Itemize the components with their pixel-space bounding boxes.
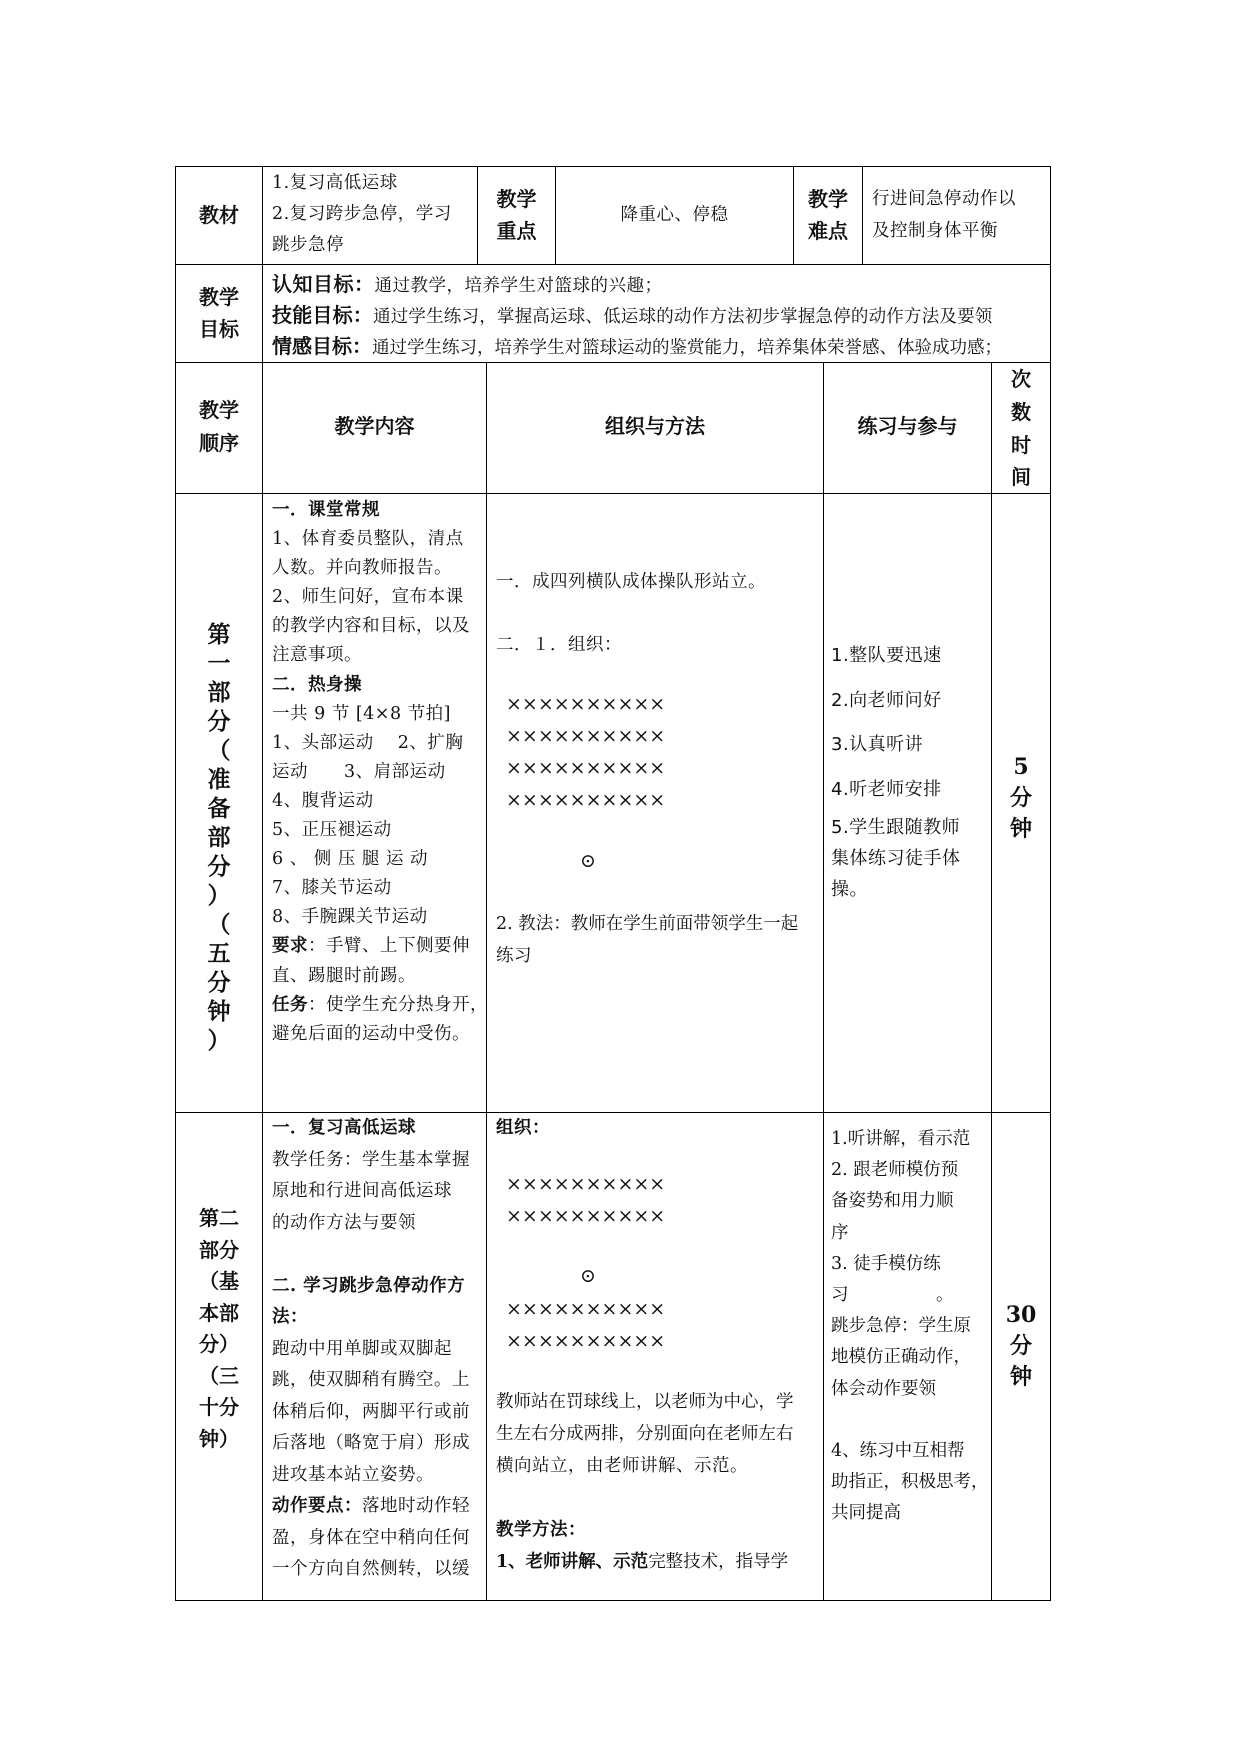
key-point-label-2: 重点 xyxy=(496,219,537,243)
part2-practice-line: 共同提高 xyxy=(831,1503,901,1524)
part1-content-line-text: 7、膝关节运动 xyxy=(272,878,392,899)
part2-time-char: 分 xyxy=(1009,1333,1032,1359)
part1-content-line-bold: 二．热身操 xyxy=(272,674,362,695)
goal-skill-text: 通过学生练习，掌握高运球、低运球的动作方法初步掌握急停的动作方法及要领 xyxy=(373,307,993,327)
part2-time xyxy=(992,1300,1050,1393)
part2-practice-line: 习 。 xyxy=(831,1284,954,1305)
part2-content-line-text: 落地时动作轻 xyxy=(362,1496,470,1516)
part2-practice-line: 助指正，积极思考， xyxy=(831,1472,989,1493)
goal-affective xyxy=(272,330,1002,363)
part1-section-char: 分 xyxy=(207,853,231,880)
part2-content-line-text: 体稍后仰，两脚平行或前 xyxy=(272,1401,470,1422)
part2-formation-row-1: ×××××××××× xyxy=(506,1173,666,1195)
col-time-3: 时 xyxy=(1011,433,1031,457)
part2-teacher-marker: ⊙ xyxy=(580,1265,596,1287)
part2-content-line-text: 一个方向自然侧转，以缓 xyxy=(272,1559,470,1579)
part1-content-line-text: 注意事项。 xyxy=(272,645,362,666)
part2-section-line: 本部 xyxy=(199,1300,239,1325)
part1-section-char: 分 xyxy=(207,708,231,735)
part1-method-line2: 二．１．组织： xyxy=(496,635,622,655)
part2-content-line xyxy=(272,1554,480,1586)
part2-content-line-text: 盈，身体在空中稍向任何 xyxy=(272,1527,470,1548)
part2-method-label: 教学方法： xyxy=(496,1520,586,1540)
part1-practice-line: 4.听老师安排 xyxy=(831,778,942,800)
part1-content-line-text: 4、腹背运动 xyxy=(272,790,374,811)
goal-cognitive xyxy=(272,268,663,301)
part1-formation-row-4: ×××××××××× xyxy=(506,789,666,811)
part1-formation-row-1: ×××××××××× xyxy=(506,693,666,715)
part2-content-line xyxy=(272,1271,480,1303)
part2-practice xyxy=(831,1124,991,1529)
part1-content-line xyxy=(272,816,480,845)
material-line-3: 跳步急停 xyxy=(272,235,344,255)
difficulty-label-1: 教学 xyxy=(808,187,848,211)
part1-content-line xyxy=(272,874,480,903)
part1-practice-line: 3.认真听讲 xyxy=(831,734,924,755)
col-method: 组织与方法 xyxy=(605,414,705,438)
part1-content-line xyxy=(272,932,480,961)
part1-content-line-text: 人数。并向教师报告。 xyxy=(272,558,452,579)
part1-time xyxy=(992,752,1050,845)
goal-skill-head: 技能目标： xyxy=(272,303,373,327)
part2-section-line: 十分 xyxy=(199,1395,239,1419)
difficulty-line-1: 行进间急停动作以 xyxy=(872,189,1016,209)
part1-content-line-text: 2、师生问好，宣布本课 xyxy=(272,587,464,608)
part1-time-char: 分 xyxy=(1009,785,1032,811)
difficulty-line-2: 及控制身体平衡 xyxy=(872,221,998,241)
part2-content-line xyxy=(272,1302,480,1334)
part2-content-line xyxy=(272,1365,480,1397)
part2-content-line xyxy=(272,1176,480,1208)
part1-content-line-bold: 任务 xyxy=(272,994,308,1015)
part1-content-line xyxy=(272,700,480,729)
row-divider-3 xyxy=(175,493,1051,494)
part1-content-line xyxy=(272,496,480,525)
part2-method-1-text: 完整技术，指导学 xyxy=(648,1552,789,1572)
col-order-2: 顺序 xyxy=(199,431,239,455)
body-col-line-1 xyxy=(262,362,263,1600)
part2-method-1 xyxy=(496,1547,788,1577)
row-divider-1 xyxy=(175,264,1051,265)
part2-content-line-text: 跳，使双脚稍有腾空。上 xyxy=(272,1370,470,1390)
part2-section-line: （基 xyxy=(199,1269,239,1293)
part2-content-line xyxy=(272,1428,480,1460)
part2-practice-line: 4、练习中互相帮 xyxy=(831,1440,965,1461)
part1-method-line4: 练习 xyxy=(496,946,532,966)
part2-section-label xyxy=(176,1203,262,1455)
goal-affective-head: 情感目标： xyxy=(272,334,372,358)
table-border-bottom xyxy=(175,1600,1051,1601)
part2-content-line-text: 跑动中用单脚或双脚起 xyxy=(272,1338,452,1359)
part1-content-line xyxy=(272,671,480,700)
part2-practice-line: 跳步急停：学生原 xyxy=(831,1316,971,1337)
part2-section-line: 钟） xyxy=(199,1426,239,1451)
part2-content-line-bold: 动作要点： xyxy=(272,1496,362,1516)
part2-content-line xyxy=(272,1208,480,1240)
goal-cognitive-head: 认知目标： xyxy=(272,272,375,296)
part1-content-line xyxy=(272,903,480,932)
part2-content-line-text: 后落地（略宽于肩）形成 xyxy=(272,1433,470,1453)
col-time-1: 次 xyxy=(1011,367,1031,391)
part2-content-line-bold: 一．复习高低运球 xyxy=(272,1118,416,1138)
top-col-line-5 xyxy=(862,166,863,264)
part1-content-line-bold: 一．课堂常规 xyxy=(272,500,380,520)
part1-content-line xyxy=(272,1020,480,1049)
part1-content-line-text: 的教学内容和目标，以及 xyxy=(272,616,470,637)
part1-formation-row-3: ×××××××××× xyxy=(506,757,666,779)
body-col-line-2 xyxy=(486,362,487,1600)
key-point-value: 降重心、停稳 xyxy=(620,205,729,225)
part1-content-line-text: 避免后面的运动中受伤。 xyxy=(272,1023,470,1044)
part2-time-char: 30 xyxy=(1005,1302,1037,1328)
part1-content-line-text: 8、手腕踝关节运动 xyxy=(272,907,428,928)
part2-content-line-bold: 二. 学习跳步急停动作方 xyxy=(272,1275,466,1296)
part1-time-char: 5 xyxy=(1013,754,1029,780)
part1-content-line-bold: 要求 xyxy=(272,936,308,957)
part1-section-char: （ xyxy=(207,737,231,764)
part2-practice-line: 地模仿正确动作， xyxy=(831,1347,971,1368)
part1-content-line xyxy=(272,991,488,1020)
part2-content xyxy=(272,1113,480,1586)
part1-content-line xyxy=(272,845,480,874)
part2-content-line xyxy=(272,1334,480,1366)
top-col-line-1 xyxy=(262,166,263,264)
part1-section-char: 备 xyxy=(207,795,231,822)
part1-section-char: 第 xyxy=(207,621,231,648)
difficulty-label-2: 难点 xyxy=(808,219,848,243)
part1-section-char: 分 xyxy=(207,969,231,996)
part1-practice-line: 5.学生跟随教师 xyxy=(831,817,961,838)
part2-content-line xyxy=(272,1460,480,1492)
goals-label-1: 教学 xyxy=(199,285,239,309)
part1-content-line xyxy=(272,554,480,583)
goal-cognitive-text: 通过教学，培养学生对篮球的兴趣； xyxy=(374,276,663,296)
part1-section-char: 部 xyxy=(207,824,231,851)
part2-content-line-bold: 法： xyxy=(272,1307,308,1327)
part2-section-line: （三 xyxy=(199,1363,239,1388)
part1-content-line-text: 6 、 侧 压 腿 运 动 xyxy=(272,849,429,870)
col-content: 教学内容 xyxy=(334,414,415,438)
part2-content-line-text: 教学任务：学生基本掌握 xyxy=(272,1149,470,1170)
part1-section-char: 一 xyxy=(207,650,231,677)
part2-formation-row-4: ×××××××××× xyxy=(506,1330,666,1352)
part1-content-line xyxy=(272,612,480,641)
part1-practice-line: 1.整队要迅速 xyxy=(831,645,942,666)
goal-affective-text: 通过学生练习，培养学生对篮球运动的鉴赏能力，培养集体荣誉感、体验成功感； xyxy=(372,338,1002,358)
part1-content-line-text: 5、正压褪运动 xyxy=(272,820,392,841)
part1-method-line1: 一．成四列横队成体操队形站立。 xyxy=(496,572,766,592)
part2-desc-1: 教师站在罚球线上，以老师为中心，学 xyxy=(496,1392,794,1412)
part1-method-line3: 2. 教法：教师在学生前面带领学生一起 xyxy=(496,914,799,934)
body-col-line-4 xyxy=(991,362,992,1600)
col-practice: 练习与参与 xyxy=(857,414,958,438)
part1-section-char: （ xyxy=(207,911,231,938)
material-line-1: 1.复习高低运球 xyxy=(272,173,398,193)
table-border-right xyxy=(1050,166,1051,1600)
part1-content-line-text: 运动 3、肩部运动 xyxy=(272,761,446,782)
part2-content-line-text: 原地和行进间高低运球 xyxy=(272,1181,452,1201)
part1-teacher-marker: ⊙ xyxy=(580,850,596,872)
goals-label-2: 目标 xyxy=(199,317,239,341)
part2-content-line xyxy=(272,1523,480,1555)
part1-content-line-text: ：手臂、上下侧要伸 xyxy=(308,936,470,957)
part1-content-line-text: 一共 9 节 [4×8 节拍] xyxy=(272,703,451,724)
part1-section-char: ） xyxy=(207,882,231,909)
part1-practice xyxy=(831,634,989,905)
goal-skill xyxy=(272,299,993,332)
part1-section-char: 部 xyxy=(207,679,231,706)
table-border-top xyxy=(175,166,1051,167)
part2-practice-line: 序 xyxy=(831,1222,849,1243)
part2-content-line-text: 的动作方法与要领 xyxy=(272,1212,416,1233)
part2-content-line xyxy=(272,1145,480,1177)
material-line-2: 2.复习跨步急停，学习 xyxy=(272,204,452,224)
part1-content-line-text: ：使学生充分热身开， xyxy=(308,994,488,1015)
part1-time-char: 钟 xyxy=(1009,816,1032,842)
part1-content-line-text: 1、体育委员整队，清点 xyxy=(272,529,464,550)
part2-content-line xyxy=(272,1239,480,1271)
part1-content-line xyxy=(272,729,480,758)
col-order-1: 教学 xyxy=(199,398,239,422)
part1-content-line xyxy=(272,962,480,991)
part2-section-line: 第二 xyxy=(199,1206,239,1230)
material-label: 教材 xyxy=(199,203,239,227)
part2-practice-line: 体会动作要领 xyxy=(831,1378,936,1399)
part2-practice-line: 3. 徒手模仿练 xyxy=(831,1253,941,1274)
goals-col-line xyxy=(262,264,263,362)
part1-content-line-text: 1、头部运动 2、扩胸 xyxy=(272,732,464,753)
part1-content-line xyxy=(272,583,480,612)
part2-time-char: 钟 xyxy=(1009,1364,1032,1390)
part1-content xyxy=(272,496,488,1049)
part2-content-line xyxy=(272,1397,480,1429)
part1-formation-row-2: ×××××××××× xyxy=(506,725,666,747)
key-point-label-1: 教学 xyxy=(496,187,537,211)
part1-content-line-text: 直、踢腿时前踢。 xyxy=(272,965,416,986)
part2-practice-line: 2. 跟老师模仿预 xyxy=(831,1160,959,1181)
part2-content-line-text: 进攻基本站立姿势。 xyxy=(272,1464,434,1485)
part2-org-label: 组织： xyxy=(496,1118,550,1138)
col-time-4: 间 xyxy=(1011,465,1031,489)
part2-formation-row-3: ×××××××××× xyxy=(506,1298,666,1320)
part1-content-line xyxy=(272,787,480,816)
part1-section-char: ） xyxy=(207,1027,231,1054)
part1-content-line xyxy=(272,525,480,554)
part1-practice-line: 集体练习徒手体 xyxy=(831,848,961,869)
part1-section-char: 准 xyxy=(207,766,231,793)
part2-desc-2: 生左右分成两排，分别面向在老师左右 xyxy=(496,1424,794,1444)
col-time-2: 数 xyxy=(1011,400,1031,424)
part2-desc-3: 横向站立，由老师讲解、示范。 xyxy=(496,1456,748,1476)
part2-practice-line: 备姿势和用力顺 xyxy=(831,1191,954,1212)
part1-practice-line: 2.向老师问好 xyxy=(831,689,942,711)
part1-content-line xyxy=(272,641,480,670)
body-col-line-3 xyxy=(823,362,824,1600)
part1-section-char: 钟 xyxy=(207,998,231,1025)
part2-practice-line xyxy=(831,1405,991,1436)
part2-section-line: 部分 xyxy=(199,1237,239,1262)
part2-method-1-bold: 1、老师讲解、示范 xyxy=(496,1552,649,1572)
part2-practice-line: 1.听讲解，看示范 xyxy=(831,1129,971,1149)
part1-content-line xyxy=(272,758,480,787)
part2-content-line xyxy=(272,1491,480,1523)
part1-section-label xyxy=(176,620,262,1055)
part1-section-char: 五 xyxy=(207,940,231,967)
part1-practice-line: 操。 xyxy=(831,879,868,900)
part2-content-line xyxy=(272,1113,480,1145)
part2-formation-row-2: ×××××××××× xyxy=(506,1205,666,1227)
part2-section-line: 分） xyxy=(199,1332,239,1356)
